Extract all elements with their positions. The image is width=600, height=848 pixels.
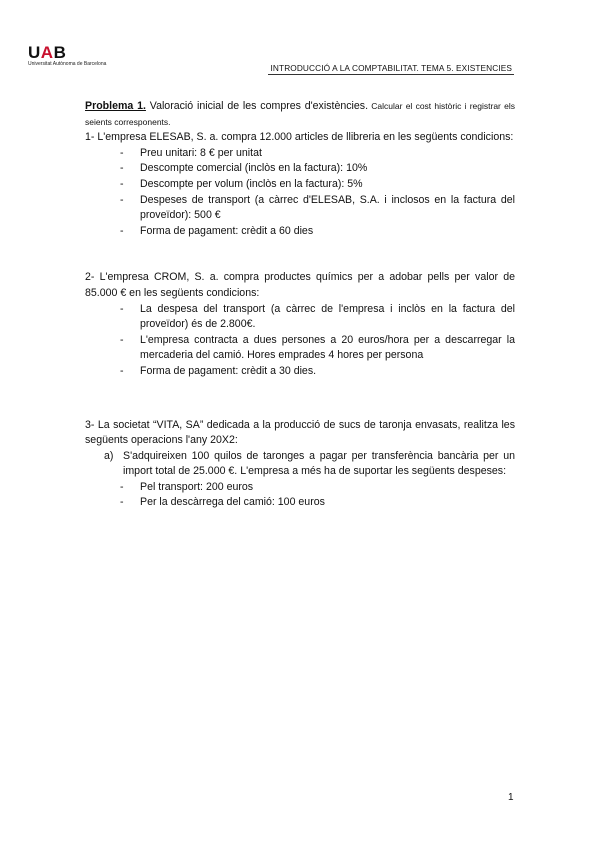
header-title: INTRODUCCIÓ A LA COMPTABILITAT. TEMA 5. EXISTENCIES — [270, 63, 512, 73]
list-item: - Forma de pagament: crèdit a 30 dies. — [140, 364, 515, 380]
list-item: - Descompte per volum (inclòs en la factura): 5% — [140, 177, 515, 193]
logo-letter-b: B — [53, 43, 67, 62]
problem-label: Problema 1. — [85, 100, 146, 112]
list-item: - Forma de pagament: crèdit a 60 dies — [140, 224, 515, 240]
item1-intro: 1- L'empresa ELESAB, S. a. compra 12.000 articles de llibreria en les següents condicions: — [85, 131, 514, 144]
problem-instruction: Calcular el cost històric i registrar els seients corresponents. — [85, 101, 516, 127]
list-item: - Pel transport: 200 euros — [140, 480, 515, 496]
page-number: 1 — [508, 792, 514, 803]
item1-list — [85, 146, 515, 240]
logo-subtitle: Universitat Autònoma de Barcelona — [28, 61, 107, 67]
problem-title: Valoració inicial de les compres d'existències. — [145, 100, 369, 112]
item3-list — [85, 480, 515, 511]
list-item: - L'empresa contracta a dues persones a 20 euros/hora per a descarregar la mercaderia del camió. Hores emprades 4 hores per persona — [140, 333, 515, 364]
document-body — [85, 99, 515, 511]
header-rule — [268, 74, 514, 75]
list-item: - Descompte comercial (inclòs en la factura): 10% — [140, 161, 515, 177]
list-item: - Despeses de transport (a càrrec d'ELESAB, S.A. i inclosos en la factura del proveïdor): 500 € — [140, 193, 515, 224]
sub-a-marker: a) — [104, 449, 114, 462]
item2-intro: 2- L'empresa CROM, S. a. compra productes químics per a adobar pells per valor de 85.000 € en les següents condicions: — [85, 271, 515, 299]
list-item: - Per la descàrrega del camió: 100 euros — [140, 495, 515, 511]
list-item: - La despesa del transport (a càrrec de l'empresa i inclòs en la factura del proveïdor) és de 2.800€. — [140, 302, 515, 333]
list-item: - Preu unitari: 8 € per unitat — [140, 146, 515, 162]
item2-list — [85, 302, 515, 380]
uab-logo — [28, 44, 138, 68]
item3-sub-a — [85, 449, 515, 480]
logo-letter-a: A — [40, 43, 54, 62]
problem-heading — [85, 99, 515, 130]
sub-a-text: S'adquireixen 100 quilos de taronges a pagar per transferència bancària per un import total de 25.000 €. L'empresa a més ha de suportar les següents despeses: — [123, 449, 515, 478]
logo-letter-u: U — [28, 43, 41, 62]
logo-mark — [28, 44, 138, 61]
item3-intro: 3- La societat “VITA, SA” dedicada a la producció de sucs de taronja envasats, realitza les següents operacions l'any 20X2: — [85, 418, 515, 447]
